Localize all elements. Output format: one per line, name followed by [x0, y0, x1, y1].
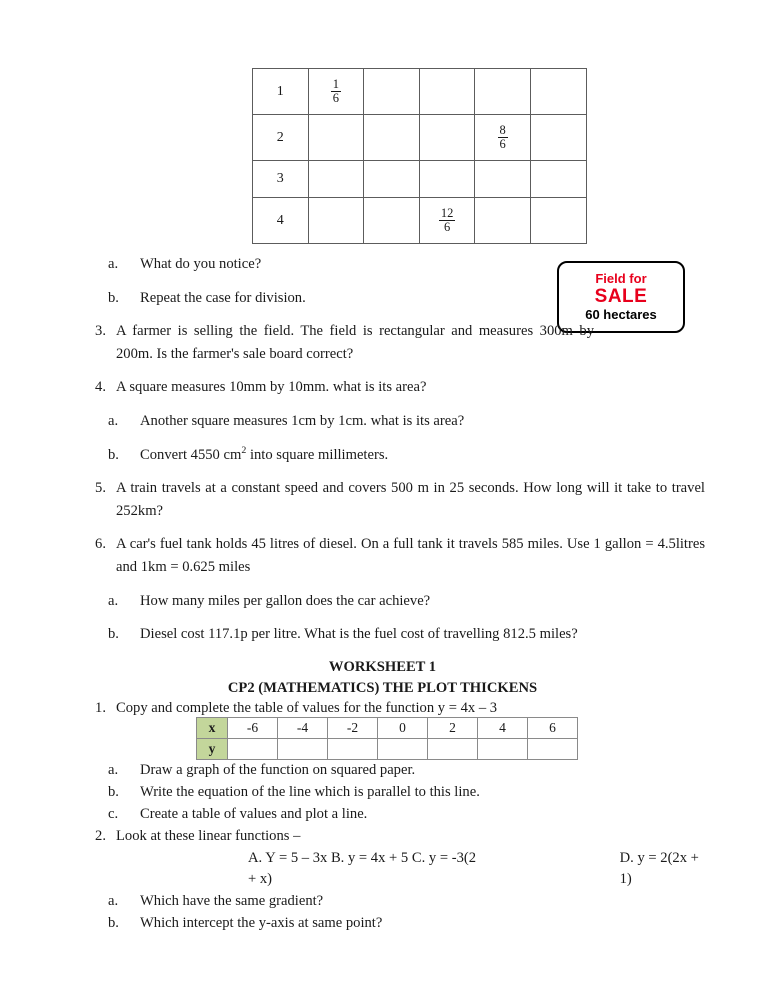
fraction-grid-container	[252, 68, 580, 244]
linear-functions-row	[80, 848, 705, 892]
fraction-cell	[308, 69, 364, 115]
sale-sign-line2: SALE	[594, 286, 648, 308]
y-value-cell[interactable]	[428, 739, 478, 760]
item-text: Which have the same gradient?	[140, 893, 324, 910]
item-text: Write the equation of the line which is parallel to this line.	[140, 783, 480, 800]
item-text: A car's fuel tank holds 45 litres of diesel. On a full tank it travels 585 miles. Use 1 gallon = 4.5litres and 1km = 0.625 miles	[116, 536, 705, 576]
question-3	[80, 320, 594, 365]
item-marker: 6.	[95, 536, 106, 553]
question-6	[80, 533, 705, 578]
item-marker: 3.	[95, 323, 106, 340]
empty-cell	[475, 69, 531, 115]
item-text: Copy and complete the table of values for the function y = 4x – 3	[116, 700, 498, 716]
empty-cell	[419, 161, 475, 198]
x-value-cell: 6	[528, 718, 578, 739]
question-2b	[80, 287, 705, 310]
fraction-8-6	[498, 124, 508, 152]
question-5	[80, 477, 705, 522]
item-marker: b.	[108, 783, 119, 800]
item-marker: b.	[108, 446, 119, 463]
empty-cell	[475, 198, 531, 244]
row-label-cell: 4	[253, 198, 309, 244]
table-row	[253, 69, 587, 115]
item-marker: b.	[108, 626, 119, 643]
fraction-denominator: 6	[443, 220, 451, 234]
table-row	[253, 115, 587, 161]
question-4a	[80, 410, 705, 433]
y-value-cell[interactable]	[528, 739, 578, 760]
question-2a	[80, 253, 705, 276]
worksheet-question-2b	[80, 913, 705, 935]
empty-cell	[364, 161, 420, 198]
item-text: How many miles per gallon does the car achieve?	[140, 592, 431, 609]
item-text: Draw a graph of the function on squared paper.	[140, 762, 416, 778]
sale-sign-line1: Field for	[595, 270, 647, 286]
x-value-cell: 4	[478, 718, 528, 739]
xy-header-x: x	[197, 718, 228, 739]
empty-cell	[364, 69, 420, 115]
y-value-cell[interactable]	[228, 739, 278, 760]
empty-cell	[308, 198, 364, 244]
worksheet-question-1c	[80, 804, 705, 826]
table-row-y	[197, 739, 578, 760]
item-marker: b.	[108, 915, 119, 932]
worksheet-lower-block	[80, 760, 705, 935]
empty-cell	[419, 69, 475, 115]
x-value-cell: 0	[378, 718, 428, 739]
x-value-cell: -6	[228, 718, 278, 739]
fraction-12-6	[439, 207, 456, 235]
linear-functions-left: A. Y = 5 – 3x B. y = 4x + 5 C. y = -3(2 + x)	[248, 849, 477, 888]
item-text: Which intercept the y-axis at same point?	[140, 915, 383, 932]
xy-values-table	[196, 717, 578, 760]
y-value-cell[interactable]	[278, 739, 328, 760]
item-text-after: into square millimeters.	[246, 446, 389, 463]
item-text: Repeat the case for division.	[140, 289, 306, 306]
worksheet-question-2a	[80, 891, 705, 913]
upper-questions-block	[80, 253, 705, 657]
y-value-cell[interactable]	[478, 739, 528, 760]
item-text: A train travels at a constant speed and covers 500 m in 25 seconds. How long will it take to travel 252km?	[116, 480, 705, 519]
item-marker: a.	[108, 592, 119, 609]
empty-cell	[475, 161, 531, 198]
x-value-cell: -4	[278, 718, 328, 739]
question-6a	[80, 590, 705, 613]
question-4	[80, 376, 705, 399]
row-label-cell: 2	[253, 115, 309, 161]
sale-sign-line3: 60 hectares	[585, 306, 657, 322]
empty-cell	[530, 161, 586, 198]
superscript-two: 2	[241, 444, 247, 456]
empty-cell	[308, 115, 364, 161]
item-text: Look at these linear functions –	[116, 827, 301, 844]
empty-cell	[364, 115, 420, 161]
x-value-cell: 2	[428, 718, 478, 739]
y-value-cell[interactable]	[328, 739, 378, 760]
table-row	[253, 198, 587, 244]
item-marker: a.	[108, 893, 119, 910]
item-marker: a.	[108, 413, 119, 430]
xy-header-y: y	[197, 739, 228, 760]
xy-table-container	[196, 717, 578, 760]
table-row	[253, 161, 587, 198]
item-marker: a.	[108, 256, 119, 272]
question-6b	[80, 623, 705, 646]
item-marker: a.	[108, 762, 119, 778]
linear-functions-right: D. y = 2(2x + 1)	[619, 849, 699, 888]
linear-functions-inner	[80, 848, 705, 892]
worksheet-question-2	[80, 826, 705, 848]
worksheet-question-1a	[80, 760, 705, 782]
question-4b	[80, 444, 705, 467]
item-marker: c.	[108, 805, 119, 822]
item-text-before: Convert 4550 cm	[140, 446, 242, 463]
fraction-cell	[475, 115, 531, 161]
row-label-cell: 3	[253, 161, 309, 198]
item-text: Another square measures 1cm by 1cm. what is its area?	[140, 413, 465, 430]
fraction-table	[252, 68, 587, 244]
empty-cell	[530, 115, 586, 161]
fraction-numerator: 12	[440, 205, 454, 220]
item-marker: 5.	[95, 480, 106, 497]
item-text: A square measures 10mm by 10mm. what is its area?	[116, 379, 427, 396]
item-marker: b.	[108, 289, 119, 306]
fraction-1-6	[331, 78, 341, 106]
item-marker: 1.	[95, 700, 106, 716]
fraction-cell	[419, 198, 475, 244]
item-text: What do you notice?	[140, 256, 262, 272]
worksheet-title-line1: WORKSHEET 1	[328, 659, 437, 675]
worksheet-question-1b	[80, 782, 705, 804]
worksheet-title-line2: CP2 (MATHEMATICS) THE PLOT THICKENS	[227, 680, 538, 696]
item-text: Diesel cost 117.1p per litre. What is the fuel cost of travelling 812.5 miles?	[140, 626, 578, 643]
empty-cell	[308, 161, 364, 198]
fraction-numerator: 8	[499, 122, 506, 137]
empty-cell	[419, 115, 475, 161]
item-text: A farmer is selling the field. The field is rectangular and measures 300m by 200m. Is the farmer's sale board correct?	[116, 323, 594, 362]
empty-cell	[530, 198, 586, 244]
table-row-x	[197, 718, 578, 739]
row-label-cell: 1	[253, 69, 309, 115]
empty-cell	[364, 198, 420, 244]
x-value-cell: -2	[328, 718, 378, 739]
item-marker: 2.	[95, 827, 106, 844]
item-text: Create a table of values and plot a line.	[140, 805, 368, 822]
empty-cell	[530, 69, 586, 115]
y-value-cell[interactable]	[378, 739, 428, 760]
fraction-denominator: 6	[332, 91, 340, 105]
item-marker: 4.	[95, 379, 106, 396]
fraction-denominator: 6	[499, 137, 506, 151]
fraction-numerator: 1	[332, 76, 340, 91]
